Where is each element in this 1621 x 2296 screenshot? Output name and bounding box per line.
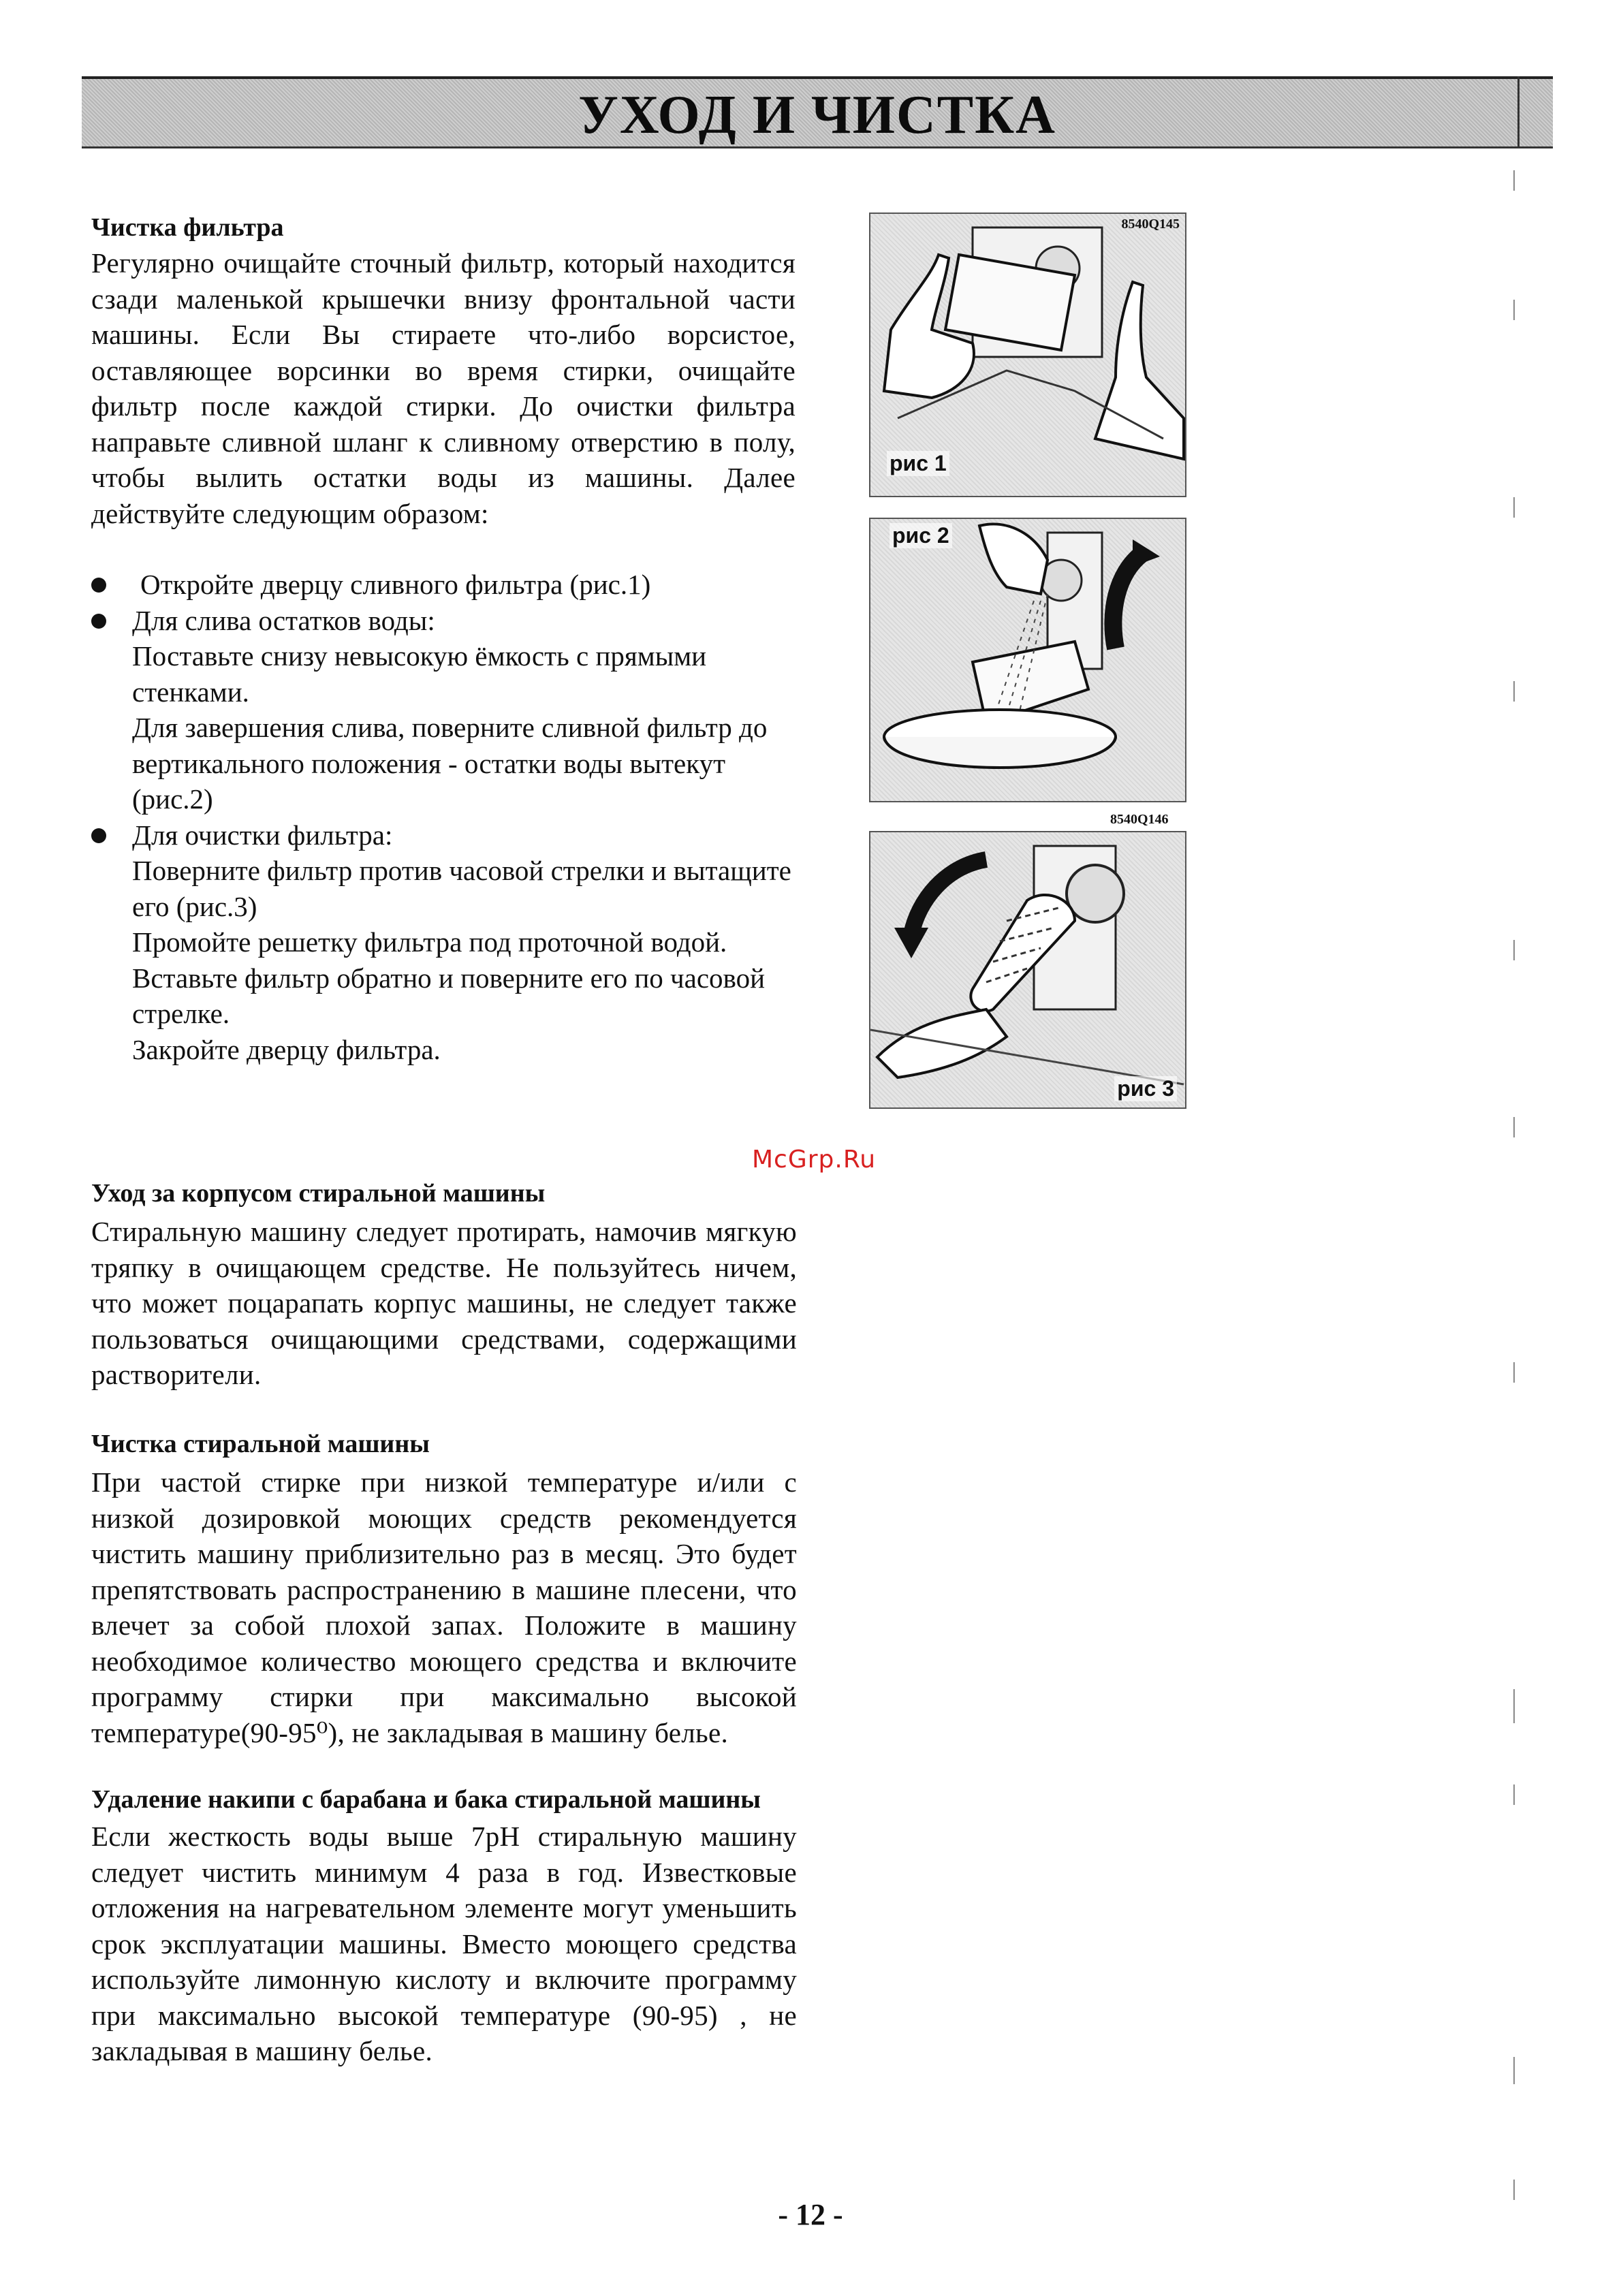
step-line: Поставьте снизу невысокую ёмкость с прямыми стенками. (132, 640, 707, 708)
step-title: Откройте дверцу сливного фильтра (рис.1) (140, 569, 651, 600)
step-title: Для очистки фильтра: (132, 819, 393, 851)
banner-edge-line (1517, 76, 1520, 148)
figure-3-illustration (870, 832, 1186, 1109)
watermark: McGrp.Ru (752, 1146, 877, 1174)
header-banner (82, 76, 1553, 148)
margin-mark (1513, 1117, 1515, 1137)
margin-mark (1513, 2057, 1515, 2084)
margin-mark (1513, 1689, 1515, 1723)
figure-code: 8540Q145 (1121, 217, 1180, 232)
list-item (91, 567, 806, 603)
machine-clean-text: При частой стирке при низкой температуре и/или с низкой дозировкой моющих средств рекомендуется чистить машину приблизительно раз в месяц. Это будет препятствовать распространению в машине плесени, что влечет за собой плохой запах. Положите в машину необходимое количество моющего средства и включите программу стирки при максимально высокой температуре(90-95⁰), не закладывая в машину белье. (91, 1466, 797, 1748)
margin-mark (1513, 170, 1515, 191)
bullet-icon (91, 828, 106, 843)
margin-mark (1513, 681, 1515, 702)
figure-label: рис 3 (1114, 1076, 1177, 1101)
step-line: Промойте решетку фильтра под проточной водой. (132, 926, 727, 958)
step-line: Вставьте фильтр обратно и поверните его по часовой стрелке. (132, 962, 766, 1029)
step-line: Поверните фильтр против часовой стрелки и вытащите его (рис.3) (132, 855, 791, 922)
list-item (91, 603, 806, 817)
step-line: Закройте дверцу фильтра. (132, 1033, 441, 1065)
filter-steps-list (91, 567, 806, 1067)
filter-heading: Чистка фильтра (91, 213, 284, 242)
step-line: Для завершения слива, поверните сливной фильтр до вертикального положения - остатки воды вытекут (рис.2) (132, 712, 768, 815)
step-title: Для слива остатков воды: (132, 604, 435, 636)
figure-2 (869, 518, 1186, 802)
margin-mark (1513, 940, 1515, 960)
figure-3-code: 8540Q146 (1110, 812, 1169, 827)
figure-1 (869, 213, 1186, 497)
list-item (91, 817, 806, 1068)
body-care-heading: Уход за корпусом стиральной машины (91, 1179, 546, 1208)
figure-2-illustration (870, 519, 1186, 802)
figure-3 (869, 831, 1186, 1109)
descale-heading: Удаление накипи с барабана и бака стиральной машины (91, 1785, 761, 1814)
machine-clean-heading: Чистка стиральной машины (91, 1430, 430, 1458)
margin-mark (1513, 1784, 1515, 1805)
margin-mark (1513, 497, 1515, 518)
descale-text: Если жесткость воды выше 7pH стиральную машину следует чистить минимум 4 раза в год. Известковые отложения на нагревательном элементе могут уменьшить срок эксплуатации машины. Вместо моющего средства используйте лимонную кислоту и включите программу при максимально высокой температуре (90-95) , не закладывая в машину белье. (91, 1821, 797, 2066)
margin-mark (1513, 1362, 1515, 1383)
bullet-icon (91, 614, 106, 629)
figure-label: рис 2 (890, 523, 952, 548)
page-title: УХОД И ЧИСТКА (578, 85, 1056, 145)
body-care-text: Стиральную машину следует протирать, намочив мягкую тряпку в очищающем средстве. Не пользуйтесь ничем, что может поцарапать корпус машины, не следует также пользоваться очищающими средствами, содержащими растворители. (91, 1216, 797, 1390)
page-number: - 12 - (778, 2198, 843, 2231)
figure-label: рис 1 (887, 451, 949, 476)
margin-mark (1513, 300, 1515, 320)
bullet-icon (91, 578, 106, 593)
filter-intro: Регулярно очищайте сточный фильтр, который находится сзади маленькой крышечки внизу фронтальной части машины. Если Вы стираете что-либо ворсистое, оставляющее ворсинки во время стирки, очищайте фильтр после каждой стирки. До очистки фильтра направьте сливной шланг к сливному отверстию в полу, чтобы вылить остатки воды из машины. Далее действуйте следующим образом: (91, 247, 796, 529)
